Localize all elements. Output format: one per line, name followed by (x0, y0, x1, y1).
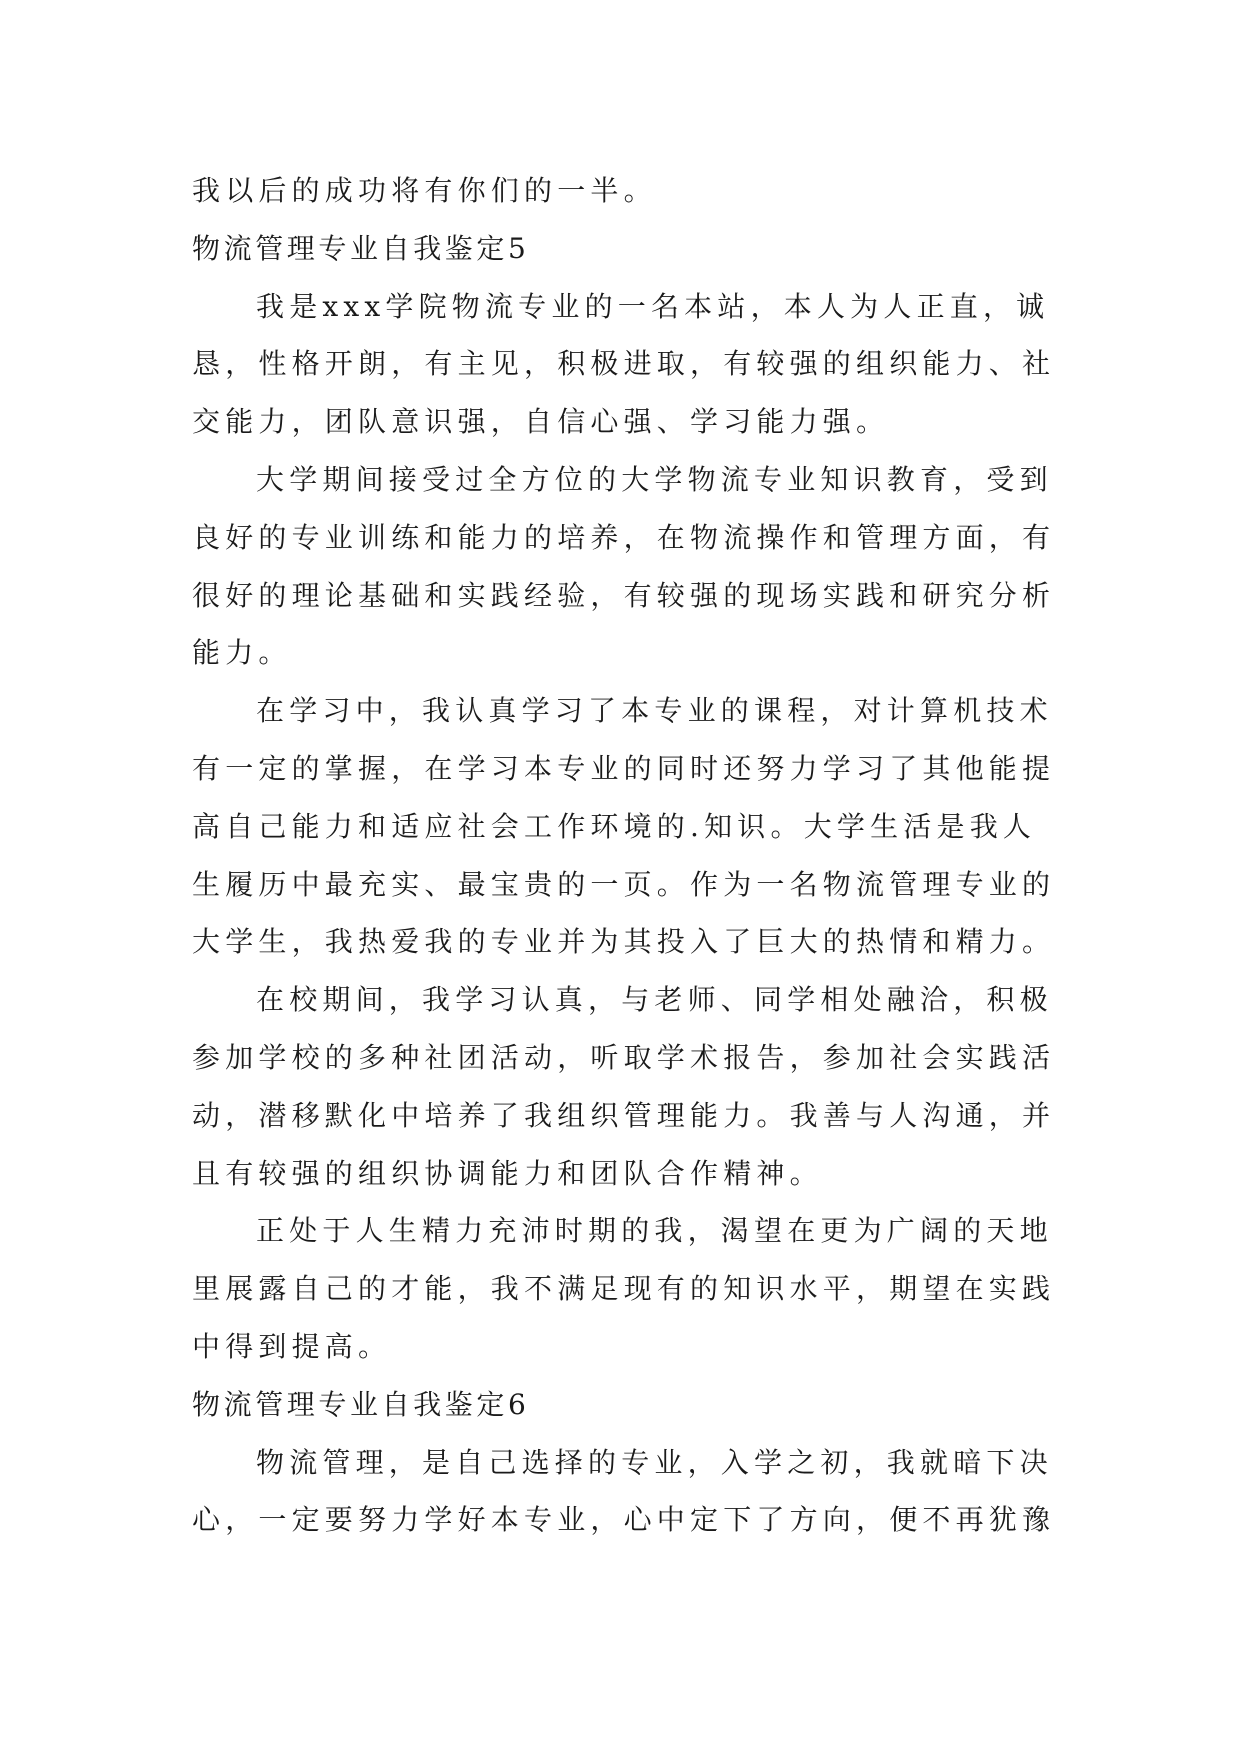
body-line: 恳，性格开朗，有主见，积极进取，有较强的组织能力、社 (192, 347, 1056, 381)
body-line: 我以后的成功将有你们的一半。 (192, 174, 657, 207)
body-line: 高自己能力和适应社会工作环境的.知识。大学生活是我人 (192, 809, 1037, 843)
body-line: 良好的专业训练和能力的培养，在物流操作和管理方面，有 (192, 520, 1056, 554)
body-line: 中得到提高。 (192, 1329, 392, 1363)
body-line: 且有较强的组织协调能力和团队合作精神。 (192, 1156, 823, 1190)
body-line: 心，一定要努力学好本专业，心中定下了方向，便不再犹豫 (192, 1503, 1056, 1537)
body-line: 生履历中最充实、最宝贵的一页。作为一名物流管理专业的 (192, 867, 1056, 901)
body-line: 能力。 (192, 636, 292, 670)
body-line: 大学生，我热爱我的专业并为其投入了巨大的热情和精力。 (192, 925, 1056, 959)
body-line: 动，潜移默化中培养了我组织管理能力。我善与人沟通，并 (192, 1098, 1056, 1132)
paragraph-first-line: 正处于人生精力充沛时期的我，渴望在更为广阔的天地 (256, 1214, 1053, 1248)
paragraph-first-line: 物流管理，是自己选择的专业，入学之初，我就暗下决 (256, 1445, 1053, 1479)
document-body (192, 162, 1062, 1549)
body-line: 参加学校的多种社团活动，听取学术报告，参加社会实践活 (192, 1040, 1056, 1074)
paragraph-first-line: 我是xxx学院物流专业的一名本站，本人为人正直，诚 (256, 289, 1050, 323)
body-line: 有一定的掌握，在学习本专业的同时还努力学习了其他能提 (192, 751, 1056, 785)
paragraph-first-line: 在学习中，我认真学习了本专业的课程，对计算机技术 (256, 694, 1053, 728)
body-line: 里展露自己的才能，我不满足现有的知识水平，期望在实践 (192, 1272, 1056, 1306)
paragraph-first-line: 大学期间接受过全方位的大学物流专业知识教育，受到 (256, 462, 1053, 496)
paragraph-first-line: 在校期间，我学习认真，与老师、同学相处融洽，积极 (256, 983, 1053, 1017)
body-line: 交能力，团队意识强，自信心强、学习能力强。 (192, 405, 890, 439)
body-line: 很好的理论基础和实践经验，有较强的现场实践和研究分析 (192, 578, 1056, 612)
section-heading: 物流管理专业自我鉴定6 (192, 1387, 530, 1421)
section-heading: 物流管理专业自我鉴定5 (192, 231, 530, 265)
